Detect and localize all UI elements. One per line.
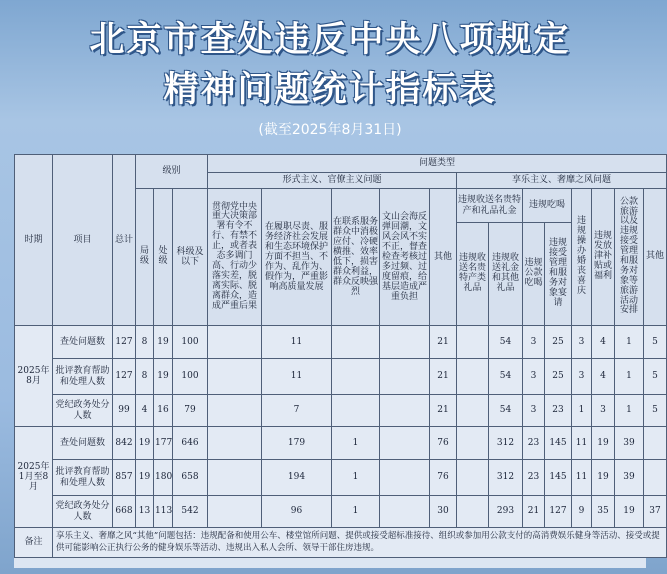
- cell: 9: [572, 496, 592, 528]
- cell: 76: [430, 460, 457, 496]
- cell: 19: [136, 460, 154, 496]
- cell: 842: [113, 427, 136, 460]
- cell: 3: [572, 326, 592, 359]
- cell: 4: [592, 326, 615, 359]
- cell: [332, 359, 380, 395]
- cell: 19: [154, 326, 173, 359]
- cell: 96: [262, 496, 332, 528]
- cell: 113: [154, 496, 173, 528]
- row-item-label: 党纪政务处分人数: [53, 395, 113, 427]
- header-formalism-4: 文山会海反弹回潮，文风会风不实不正，督查检查考核过多过频、过度留痕，给基层造成严重负担: [380, 189, 430, 326]
- cell: 19: [592, 460, 615, 496]
- header-formalism: 形式主义、官僚主义问题: [208, 173, 457, 189]
- cell: 312: [489, 460, 523, 496]
- cell: 312: [489, 427, 523, 460]
- cell: 542: [173, 496, 208, 528]
- header-eat-group: 违规吃喝: [523, 189, 572, 223]
- page-title-line1: 北京市查处违反中央八项规定: [89, 20, 571, 60]
- cell: [457, 395, 489, 427]
- cell: 13: [136, 496, 154, 528]
- cell: 3: [572, 359, 592, 395]
- cell: 21: [430, 326, 457, 359]
- cell: 25: [545, 359, 572, 395]
- cell: 127: [113, 326, 136, 359]
- header-travel: 公款旅游以及违规接受管理和服务对象等旅游活动安排: [615, 189, 644, 326]
- header-problem-type: 问题类型: [208, 155, 667, 173]
- date-subtitle: (截至2025年8月31日): [258, 122, 402, 138]
- header-section: 科级及以下: [173, 189, 208, 326]
- cell: 5: [644, 326, 667, 359]
- header-gifts-group: 违规收送名贵特产和礼品礼金: [457, 189, 523, 223]
- cell: 30: [430, 496, 457, 528]
- header-formalism-other: 其他: [430, 189, 457, 326]
- table-row: [15, 460, 667, 496]
- cell: 8: [136, 326, 154, 359]
- cell: 145: [545, 460, 572, 496]
- cell: 76: [430, 427, 457, 460]
- cell: 79: [173, 395, 208, 427]
- cell: [644, 427, 667, 460]
- cell: 179: [262, 427, 332, 460]
- cell: 194: [262, 460, 332, 496]
- cell: 99: [113, 395, 136, 427]
- cell: [457, 496, 489, 528]
- cell: 4: [592, 359, 615, 395]
- table-row: [15, 395, 667, 427]
- cell: 19: [154, 359, 173, 395]
- cell: 4: [136, 395, 154, 427]
- header-formalism-3: 在联系服务群众中消极应付、冷硬横推、效率低下，损害群众利益，群众反映强烈: [332, 189, 380, 326]
- cell: [457, 326, 489, 359]
- cell: [208, 326, 262, 359]
- header-subsidy: 违规发放津补贴或福利: [592, 189, 615, 326]
- header-bureau: 局级: [136, 189, 154, 326]
- page-title-line2: 精神问题统计指标表: [163, 70, 497, 110]
- cell: 11: [262, 326, 332, 359]
- cell: [380, 359, 430, 395]
- cell: 1: [572, 395, 592, 427]
- cell: 1: [615, 395, 644, 427]
- cell: 1: [615, 359, 644, 395]
- period-label: 2025年1月至8月: [15, 427, 53, 528]
- header-period: 时期: [15, 155, 53, 326]
- cell: 39: [615, 460, 644, 496]
- cell: 25: [545, 326, 572, 359]
- cell: [380, 460, 430, 496]
- header-gift-b: 违规收送礼金和其他礼品: [489, 223, 523, 326]
- note-text: 享乐主义、奢靡之风“其他”问题包括：违规配备和使用公车、楼堂馆所问题、提供或接受超标准接待、组织或参加用公款支付的高消费娱乐健身等活动、接受或提供可能影响公正执行公务的健身娱乐等活动、违规出入私人会所、领导干部住房违规。: [53, 528, 667, 558]
- row-item-label: 查处问题数: [53, 427, 113, 460]
- cell: [208, 496, 262, 528]
- header-gift-a: 违规收送名贵特产类礼品: [457, 223, 489, 326]
- cell: 3: [592, 395, 615, 427]
- header-level: 级别: [136, 155, 208, 189]
- cell: 1: [615, 326, 644, 359]
- cell: 8: [136, 359, 154, 395]
- cell: 1: [332, 427, 380, 460]
- cell: [332, 395, 380, 427]
- cell: 11: [572, 427, 592, 460]
- row-item-label: 批评教育帮助和处理人数: [53, 359, 113, 395]
- cell: [457, 427, 489, 460]
- cell: 668: [113, 496, 136, 528]
- cell: 19: [136, 427, 154, 460]
- header-wedding: 违规操办婚丧喜庆: [572, 189, 592, 326]
- cell: 23: [545, 395, 572, 427]
- cell: 39: [615, 427, 644, 460]
- cell: 293: [489, 496, 523, 528]
- period-label: 2025年8月: [15, 326, 53, 427]
- cell: 180: [154, 460, 173, 496]
- cell: 3: [523, 326, 545, 359]
- cell: 16: [154, 395, 173, 427]
- header-eat-a: 违规公款吃喝: [523, 223, 545, 326]
- cell: 35: [592, 496, 615, 528]
- row-item-label: 批评教育帮助和处理人数: [53, 460, 113, 496]
- cell: 3: [523, 395, 545, 427]
- row-item-label: 查处问题数: [53, 326, 113, 359]
- cell: 1: [332, 460, 380, 496]
- header-item: 项目: [53, 155, 113, 326]
- header-formalism-2: 在履职尽责、服务经济社会发展和生态环境保护方面不担当、不作为、乱作为、假作为，严重影响高质量发展: [262, 189, 332, 326]
- cell: [332, 326, 380, 359]
- cell: 54: [489, 359, 523, 395]
- cell: 127: [113, 359, 136, 395]
- cell: 23: [523, 427, 545, 460]
- cell: 100: [173, 359, 208, 395]
- header-division: 处级: [154, 189, 173, 326]
- header-formalism-1: 贯彻党中央重大决策部署有令不行、有禁不止，或者表态多调门高、行动少落实差，脱离实际、脱离群众，造成严重后果: [208, 189, 262, 326]
- table-row: [15, 496, 667, 528]
- cell: 54: [489, 326, 523, 359]
- cell: 54: [489, 395, 523, 427]
- cell: 21: [430, 395, 457, 427]
- cell: 5: [644, 395, 667, 427]
- cell: [208, 395, 262, 427]
- cell: [208, 359, 262, 395]
- header-total: 总计: [113, 155, 136, 326]
- cell: 23: [523, 460, 545, 496]
- cell: 100: [173, 326, 208, 359]
- cell: [208, 460, 262, 496]
- cell: [380, 496, 430, 528]
- cell: [457, 460, 489, 496]
- cell: 37: [644, 496, 667, 528]
- cell: [457, 359, 489, 395]
- statistics-table: [14, 154, 667, 558]
- cell: [380, 395, 430, 427]
- cell: 145: [545, 427, 572, 460]
- header-eat-b: 违规接受管理和服务对象宴请: [545, 223, 572, 326]
- table-row: [15, 427, 667, 460]
- cell: 1: [332, 496, 380, 528]
- cell: 11: [262, 359, 332, 395]
- table-row: [15, 359, 667, 395]
- cell: 7: [262, 395, 332, 427]
- cell: 127: [545, 496, 572, 528]
- statistics-table-container: [14, 154, 665, 568]
- header-hedonism: 享乐主义、奢靡之风问题: [457, 173, 667, 189]
- cell: 19: [592, 427, 615, 460]
- header-hedonism-other: 其他: [644, 189, 667, 326]
- cell: [380, 427, 430, 460]
- note-label: 备注: [15, 528, 53, 558]
- cell: 11: [572, 460, 592, 496]
- cell: 3: [523, 359, 545, 395]
- cell: 21: [523, 496, 545, 528]
- cell: 857: [113, 460, 136, 496]
- cell: [644, 460, 667, 496]
- cell: 19: [615, 496, 644, 528]
- table-row: [15, 326, 667, 359]
- row-item-label: 党纪政务处分人数: [53, 496, 113, 528]
- cell: 5: [644, 359, 667, 395]
- cell: 646: [173, 427, 208, 460]
- note-row: [15, 528, 667, 558]
- cell: 21: [430, 359, 457, 395]
- cell: [380, 326, 430, 359]
- cell: 658: [173, 460, 208, 496]
- cell: [208, 427, 262, 460]
- cell: 177: [154, 427, 173, 460]
